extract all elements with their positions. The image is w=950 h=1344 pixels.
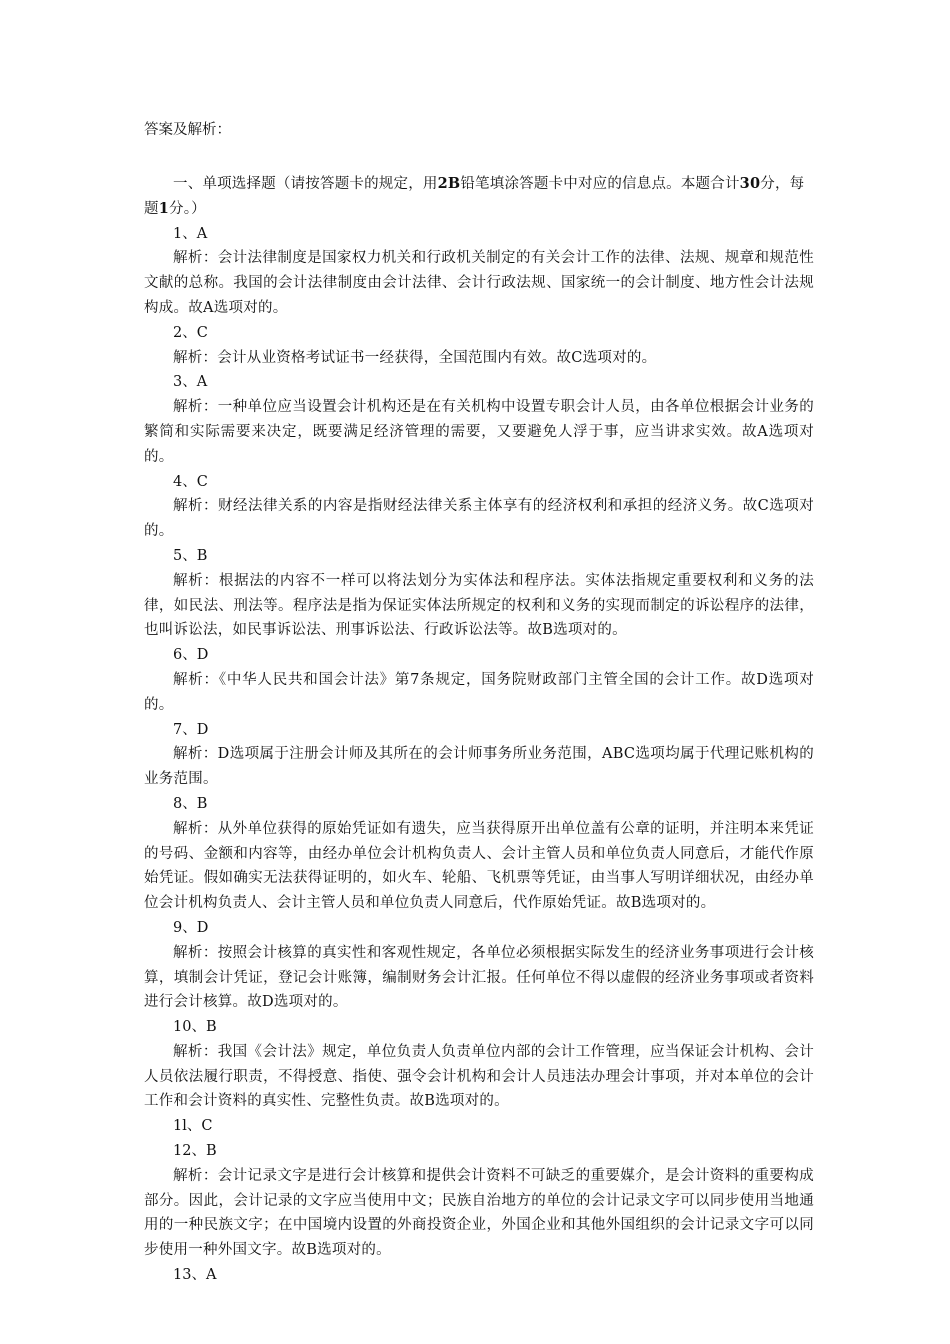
answer-line: 10、B bbox=[173, 1019, 217, 1036]
explanation-text: 解析：根据法的内容不一样可以将法划分为实体法和程序法。实体法指规定重要权利和义务的法律，如民法、刑法等。程序法是指为保证实体法所规定的权利和义务的实现而制定的诉讼程序的法律，也叫诉讼法，如民事诉讼法、刑事诉讼法、行政诉讼法等。故B选项对的。 bbox=[144, 572, 814, 639]
heading-text: 铅笔填涂答题卡中对应的信息点。本题合计 bbox=[460, 176, 740, 192]
answer-line: 6、D bbox=[173, 647, 209, 664]
heading-bold-text: 1 bbox=[158, 199, 169, 217]
explanation-text: 解析：一种单位应当设置会计机构还是在有关机构中设置专职会计人员，由各单位根据会计业务的繁简和实际需要来决定，既要满足经济管理的需要，又要避免人浮于事，应当讲求实效。故A选项对的。 bbox=[144, 399, 814, 465]
answer-line: 3、A bbox=[173, 374, 208, 391]
heading-text: 分，每题 bbox=[144, 176, 805, 217]
explanation-text: 解析：会计法律制度是国家权力机关和行政机关制定的有关会计工作的法律、法规、规章和规范性文献的总称。我国的会计法律制度由会计法律、会计行政法规、国家统一的会计制度、地方性会计法规构成。故A选项对的。 bbox=[144, 250, 814, 316]
explanation-text: 解析：D选项属于注册会计师及其所在的会计师事务所业务范围，ABC选项均属于代理记账机构的业务范围。 bbox=[144, 746, 814, 788]
answer-line: 1l、C bbox=[173, 1118, 213, 1135]
heading-text: 分。） bbox=[169, 200, 206, 217]
explanation-text: 解析：财经法律关系的内容是指财经法律关系主体享有的经济权利和承担的经济义务。故C选项对的。 bbox=[144, 498, 814, 540]
answer-line: 5、B bbox=[173, 547, 208, 564]
explanation-text: 解析：《中华人民共和国会计法》第7条规定，国务院财政部门主管全国的会计工作。故D选项对的。 bbox=[144, 671, 814, 713]
document-page bbox=[144, 118, 814, 1288]
explanation-text: 解析：会计从业资格考试证书一经获得，全国范围内有效。故C选项对的。 bbox=[173, 349, 657, 366]
answer-line: 2、C bbox=[173, 324, 208, 341]
answer-line: 9、D bbox=[173, 919, 209, 936]
answer-line: 12、B bbox=[173, 1143, 217, 1160]
explanation-text: 解析：会计记录文字是进行会计核算和提供会计资料不可缺乏的重要媒介，是会计资料的重要构成部分。因此，会计记录的文字应当使用中文；民族自治地方的单位的会计记录文字可以同步使用当地通用的一种民族文字；在中国境内设置的外商投资企业，外国企业和其他外国组织的会计记录文字可以同步使用一种外国文字。故B选项对的。 bbox=[144, 1167, 814, 1259]
answer-line: 4、C bbox=[173, 473, 208, 490]
explanation-text: 解析：按照会计核算的真实性和客观性规定，各单位必须根据实际发生的经济业务事项进行会计核算，填制会计凭证，登记会计账簿，编制财务会计汇报。任何单位不得以虚假的经济业务事项或者资料进行会计核算。故D选项对的。 bbox=[144, 944, 814, 1011]
section-heading bbox=[144, 172, 814, 222]
page-title: 答案及解析： bbox=[144, 122, 231, 138]
answer-list bbox=[144, 222, 814, 1288]
answer-line: 7、D bbox=[173, 721, 209, 738]
heading-bold-text: 2B bbox=[437, 175, 461, 192]
heading-bold-text: 30 bbox=[739, 175, 761, 192]
answer-line: 1、A bbox=[173, 225, 208, 242]
answer-line: 8、B bbox=[173, 795, 208, 812]
explanation-text: 解析：我国《会计法》规定，单位负责人负责单位内部的会计工作管理，应当保证会计机构、会计人员依法履行职责，不得授意、指使、强令会计机构和会计人员违法办理会计事项，并对本单位的会计工作和会计资料的真实性、完整性负责。故B选项对的。 bbox=[144, 1043, 814, 1110]
explanation-text: 解析：从外单位获得的原始凭证如有遗失，应当获得原开出单位盖有公章的证明，并注明本来凭证的号码、金额和内容等，由经办单位会计机构负责人、会计主管人员和单位负责人同意后，才能代作原始凭证。假如确实无法获得证明的，如火车、轮船、飞机票等凭证，由当事人写明详细状况，由经办单位会计机构负责人、会计主管人员和单位负责人同意后，代作原始凭证。故B选项对的。 bbox=[144, 820, 814, 912]
answer-line: 13、A bbox=[173, 1267, 217, 1284]
heading-text: 一、单项选择题（请按答题卡的规定，用 bbox=[173, 176, 438, 192]
